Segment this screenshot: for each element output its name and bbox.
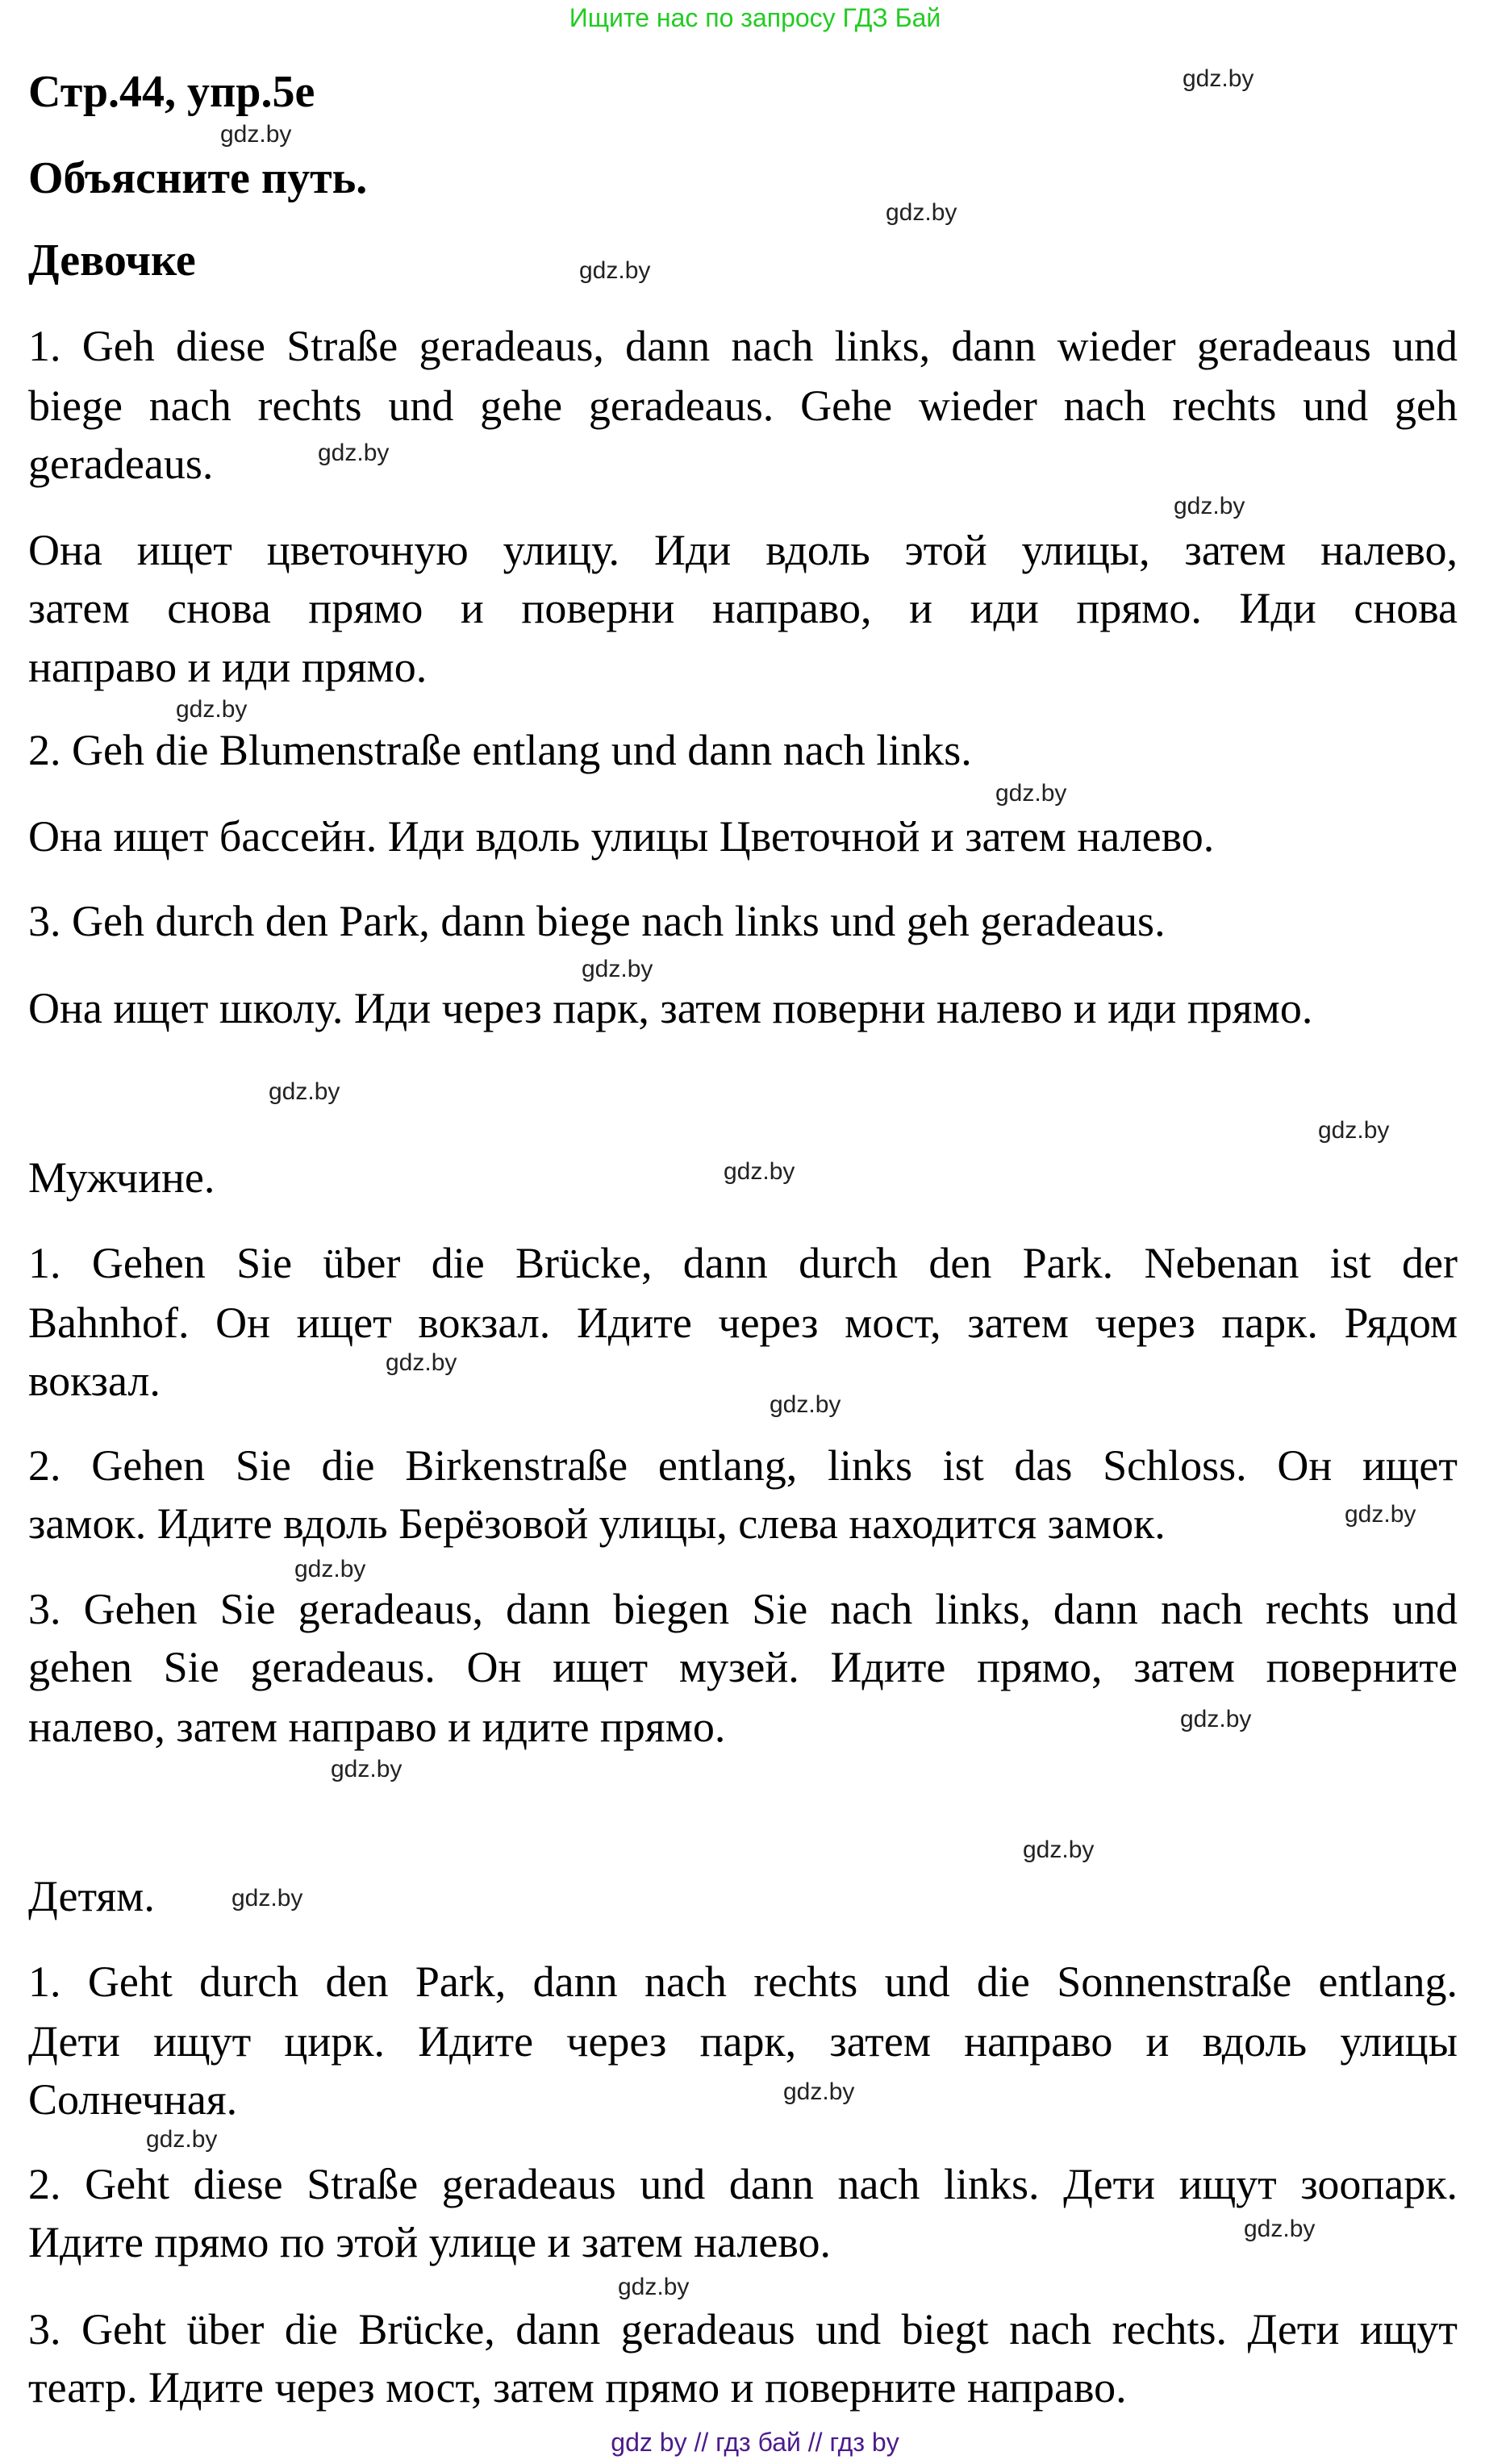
search-banner: Ищите нас по запросу ГДЗ Бай <box>569 3 941 32</box>
paragraph-line: gehen Sie geradeaus. Он ищет музей. Идите прямо, затем поверните <box>28 1643 1458 1691</box>
paragraph-line: 3. Gehen Sie geradeaus, dann biegen Sie nach links, dann nach rechts und <box>28 1585 1458 1633</box>
watermark: gdz.by <box>220 121 292 148</box>
watermark: gdz.by <box>724 1158 795 1185</box>
paragraph-line: направо и иди прямо. <box>28 643 428 691</box>
watermark: gdz.by <box>176 696 248 723</box>
watermark: gdz.by <box>995 780 1067 807</box>
watermark: gdz.by <box>582 956 653 982</box>
watermark: gdz.by <box>1244 2216 1316 2242</box>
paragraph-line: 3. Geht über die Brücke, dann geradeaus und biegt nach rechts. Дети ищут <box>28 2305 1458 2354</box>
watermark: gdz.by <box>783 2078 855 2105</box>
paragraph-line: Дети ищут цирк. Идите через парк, затем направо и вдоль улицы <box>28 2017 1458 2066</box>
section-heading: Девочке <box>28 236 196 286</box>
watermark: gdz.by <box>618 2274 690 2300</box>
paragraph-line: 1. Geh diese Straße geradeaus, dann nach links, dann wieder geradeaus und <box>28 322 1458 370</box>
footer-links: gdz by // гдз бай // гдз by <box>611 2428 899 2457</box>
watermark: gdz.by <box>1183 65 1254 92</box>
watermark: gdz.by <box>1318 1117 1390 1144</box>
paragraph-line: 3. Geh durch den Park, dann biege nach links und geh geradeaus. <box>28 897 1166 945</box>
watermark: gdz.by <box>294 1556 366 1582</box>
paragraph-line: Солнечная. <box>28 2075 238 2124</box>
watermark: gdz.by <box>886 199 957 226</box>
watermark: gdz.by <box>232 1885 303 1912</box>
paragraph-line: 1. Geht durch den Park, dann nach rechts und die Sonnenstraße entlang. <box>28 1957 1458 2006</box>
watermark: gdz.by <box>318 440 390 466</box>
paragraph-line: театр. Идите через мост, затем прямо и поверните направо. <box>28 2363 1127 2412</box>
paragraph-line: 1. Gehen Sie über die Brücke, dann durch den Park. Nebenan ist der <box>28 1239 1458 1287</box>
watermark: gdz.by <box>1023 1837 1095 1863</box>
watermark: gdz.by <box>1180 1706 1252 1732</box>
watermark: gdz.by <box>146 2126 218 2153</box>
paragraph-line: Она ищет школу. Иди через парк, затем поверни налево и иди прямо. <box>28 984 1313 1032</box>
watermark: gdz.by <box>770 1391 841 1418</box>
watermark: gdz.by <box>1174 493 1245 519</box>
paragraph-line: 2. Geh die Blumenstraße entlang und dann nach links. <box>28 726 972 774</box>
watermark: gdz.by <box>269 1078 340 1105</box>
watermark: gdz.by <box>579 257 651 284</box>
paragraph-line: geradeaus. <box>28 440 214 488</box>
paragraph-line: 2. Gehen Sie die Birkenstraße entlang, links ist das Schloss. Он ищет <box>28 1441 1458 1490</box>
section-heading: Мужчине. <box>28 1153 215 1202</box>
watermark: gdz.by <box>386 1349 457 1376</box>
watermark: gdz.by <box>1345 1501 1416 1528</box>
section-heading: Детям. <box>28 1872 155 1920</box>
paragraph-line: затем снова прямо и поверни направо, и иди прямо. Иди снова <box>28 584 1458 632</box>
paragraph-line: Она ищет цветочную улицу. Иди вдоль этой улицы, затем налево, <box>28 526 1458 574</box>
paragraph-line: вокзал. <box>28 1357 161 1405</box>
paragraph-line: biege nach rechts und gehe geradeaus. Gehe wieder nach rechts und geh <box>28 381 1458 430</box>
paragraph-line: налево, затем направо и идите прямо. <box>28 1703 726 1751</box>
paragraph-line: 2. Geht diese Straße geradeaus und dann nach links. Дети ищут зоопарк. <box>28 2160 1458 2208</box>
task-subtitle: Объясните путь. <box>28 153 368 203</box>
paragraph-line: замок. Идите вдоль Берёзовой улицы, слева находится замок. <box>28 1499 1166 1548</box>
page-title: Стр.44, упр.5е <box>28 67 315 117</box>
paragraph-line: Идите прямо по этой улице и затем налево. <box>28 2218 831 2266</box>
watermark: gdz.by <box>331 1756 403 1782</box>
paragraph-line: Bahnhof. Он ищет вокзал. Идите через мост, затем через парк. Рядом <box>28 1299 1458 1347</box>
paragraph-line: Она ищет бассейн. Иди вдоль улицы Цветочной и затем налево. <box>28 812 1215 861</box>
